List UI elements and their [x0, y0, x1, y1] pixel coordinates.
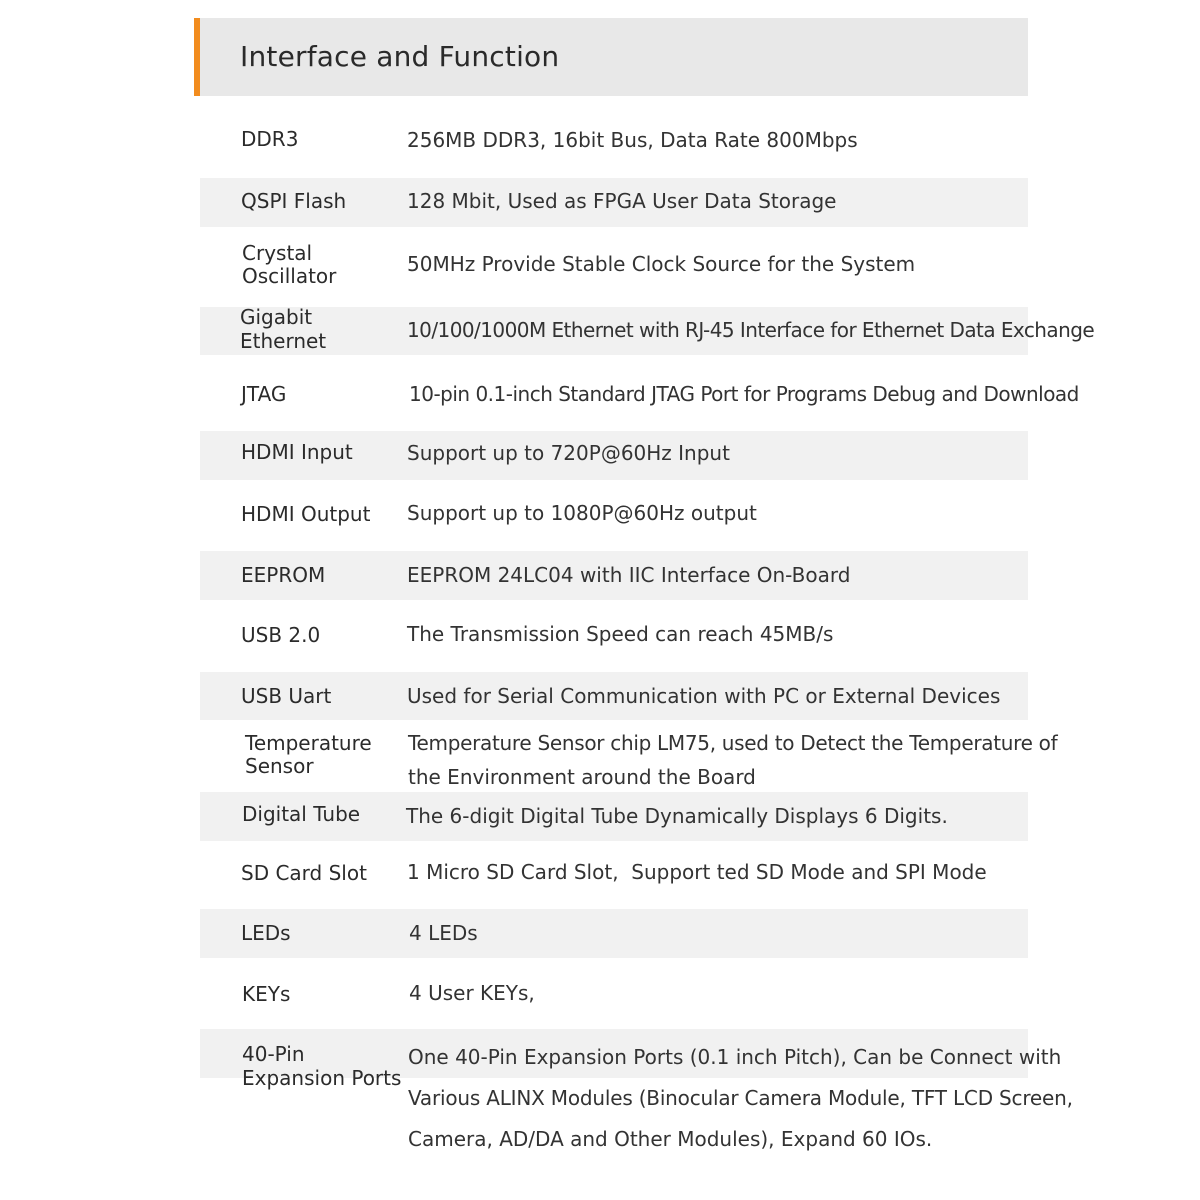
row-label: SD Card Slot: [241, 861, 367, 885]
row-value: The Transmission Speed can reach 45MB/s: [407, 622, 834, 646]
row-label: KEYs: [242, 982, 291, 1006]
row-value: 256MB DDR3, 16bit Bus, Data Rate 800Mbps: [407, 128, 858, 152]
row-label: HDMI Input: [241, 440, 353, 464]
row-value-line: One 40-Pin Expansion Ports (0.1 inch Pitch), Can be Connect with: [408, 1045, 1062, 1069]
row-value: The 6-digit Digital Tube Dynamically Displays 6 Digits.: [406, 804, 948, 828]
row-label: DDR3: [241, 127, 299, 151]
row-label-line: 40-Pin: [242, 1042, 305, 1066]
row-value: 4 User KEYs,: [409, 981, 535, 1005]
row-value: 10-pin 0.1-inch Standard JTAG Port for Programs Debug and Download: [409, 382, 1079, 406]
row-value: Used for Serial Communication with PC or External Devices: [407, 684, 1001, 708]
row-value: 50MHz Provide Stable Clock Source for the System: [407, 252, 916, 276]
row-value-line: Camera, AD/DA and Other Modules), Expand 60 IOs.: [408, 1127, 933, 1151]
row-label: JTAG: [241, 382, 287, 406]
row-label-line: Expansion Ports: [242, 1066, 402, 1090]
page-title: Interface and Function: [240, 40, 560, 73]
row-value-line: the Environment around the Board: [408, 765, 756, 789]
row-label: HDMI Output: [241, 502, 371, 526]
row-label-line: Temperature: [245, 731, 372, 755]
row-value-line: Various ALINX Modules (Binocular Camera Module, TFT LCD Screen,: [408, 1086, 1073, 1110]
row-band: [200, 909, 1028, 958]
row-value: Support up to 1080P@60Hz output: [407, 501, 757, 525]
row-value-line: Temperature Sensor chip LM75, used to Detect the Temperature of: [408, 731, 1058, 755]
row-label: USB Uart: [241, 684, 332, 708]
row-label: LEDs: [241, 921, 291, 945]
row-label: Digital Tube: [242, 802, 361, 826]
row-value: 1 Micro SD Card Slot, Support ted SD Mode and SPI Mode: [407, 860, 987, 884]
row-label-line: Ethernet: [240, 329, 327, 353]
row-value: 4 LEDs: [409, 921, 478, 945]
row-label-line: Oscillator: [242, 264, 337, 288]
row-value: EEPROM 24LC04 with IIC Interface On-Board: [407, 563, 851, 587]
row-label-line: Crystal: [242, 241, 313, 265]
row-label-line: Sensor: [245, 754, 314, 778]
row-label: QSPI Flash: [241, 189, 347, 213]
row-label-line: Gigabit: [240, 305, 313, 329]
row-label: USB 2.0: [241, 623, 321, 647]
row-value: 128 Mbit, Used as FPGA User Data Storage: [407, 189, 837, 213]
header-accent-bar: [194, 18, 200, 96]
row-value: Support up to 720P@60Hz Input: [407, 441, 730, 465]
section-header: [194, 18, 1028, 96]
row-label: EEPROM: [241, 563, 326, 587]
row-value: 10/100/1000M Ethernet with RJ-45 Interface for Ethernet Data Exchange: [407, 318, 1095, 342]
